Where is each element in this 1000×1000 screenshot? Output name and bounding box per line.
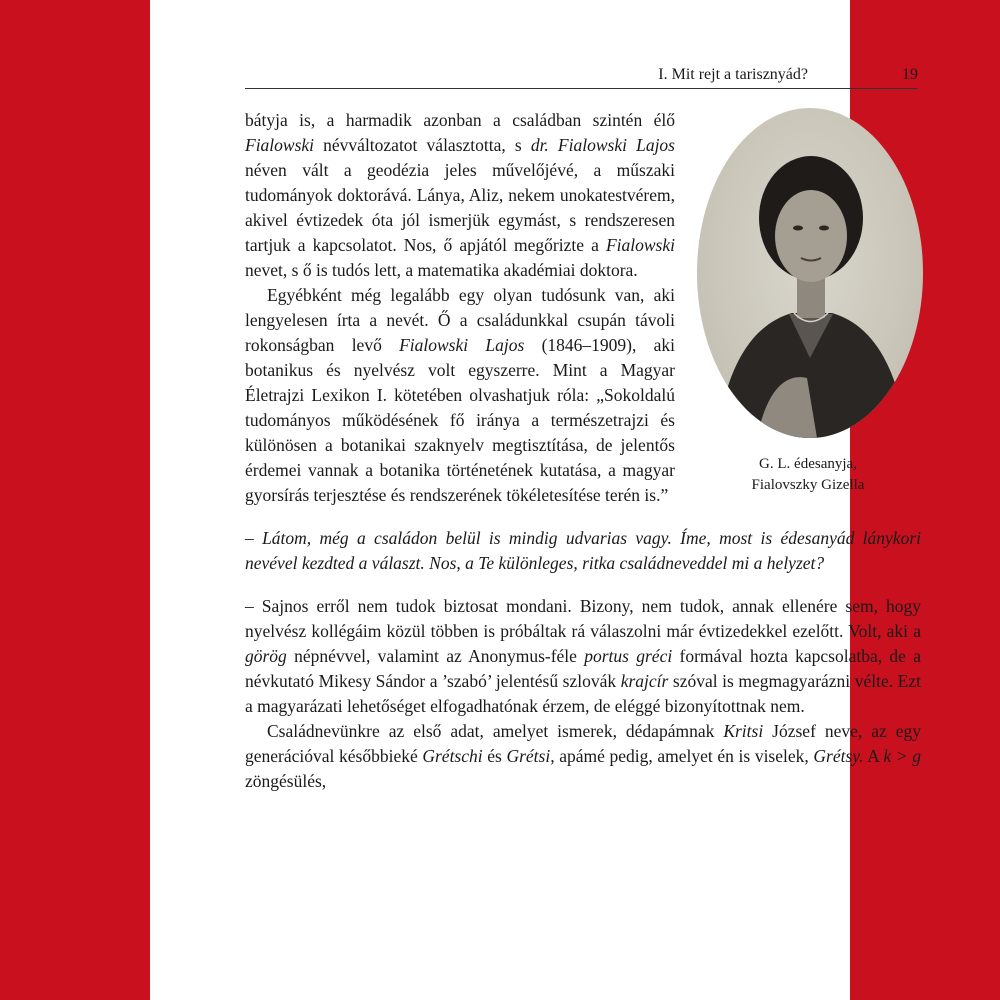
text-run: Egyébként még legalább egy olyan tudósunk van, aki lengyelesen írta a nevét. Ő a családunkkal csupán távoli rokonságban levő: [245, 285, 675, 355]
body-text: [245, 108, 921, 794]
text-run: A: [863, 746, 884, 766]
text-run: – Látom, még a családon belül is mindig udvarias vagy. Íme, most is édesanyád lánykori nevével kezdted a választ. Nos, a Te különleges, ritka családneveddel mi a helyzet?: [245, 528, 921, 573]
text-run: apámé pedig, amelyet én is viselek,: [554, 746, 814, 766]
page-number: 19: [902, 66, 918, 83]
paragraph: [245, 719, 921, 794]
text-run: nevet, s ő is tudós lett, a matematika akadémiai doktora.: [245, 260, 638, 280]
book-page: [150, 0, 921, 1000]
chapter-title: I. Mit rejt a tarisznyád?: [658, 66, 808, 83]
italic-run: k > g: [883, 746, 921, 766]
text-run: néven vált a geodézia jeles művelőjévé, a műszaki tudományok doktorává. Lánya, Aliz, nekem unokatestvérem, akivel évtizedek óta jól ismerjük egymást, s rendszeresen tartjuk a kapcsolatot. Nos, ő apjától megőrizte a: [245, 160, 675, 255]
caption-line: Fialovszky Gizella: [751, 477, 865, 493]
text-run: Családnevünkre az első adat, amelyet ismerek, dédapámnak: [267, 721, 724, 741]
text-run: szóval is megmagyarázni vélte. Ezt a magyarázati lehetőséget elfogadhatónak érzem, de eléggé bizonyítottnak nem.: [245, 671, 921, 716]
text-run: József neve, az egy generációval későbbieké: [245, 721, 921, 766]
italic-run: görög: [245, 646, 287, 666]
text-run: névváltozatot választotta, s: [314, 135, 531, 155]
italic-run: Grétsi,: [506, 746, 555, 766]
italic-run: Fialowski Lajos: [399, 335, 525, 355]
italic-run: Kritsi: [723, 721, 764, 741]
italic-run: portus gréci: [584, 646, 673, 666]
text-run: és: [482, 746, 507, 766]
portrait-figure: [695, 108, 921, 496]
italic-run: Grétschi: [422, 746, 483, 766]
portrait-photo: [697, 108, 923, 438]
text-run: (1846–1909), aki botanikus és nyelvész volt egyszerre. Mint a Magyar Életrajzi Lexikon I. kötetében olvashatjuk róla: „Sokoldalú tudományos működésének fő iránya a természetrajzi és különösen a botanikai szaknyelv megtisztítása, de jelentős érdemei vannak a botanika történetének kutatása, a magyar gyorsírás terjesztése és rendszerének tökéletesítése terén is.”: [245, 335, 675, 505]
text-run: bátyja is, a harmadik azonban a családban szintén élő: [245, 110, 675, 130]
figure-caption: [695, 454, 921, 496]
text-run: – Sajnos erről nem tudok biztosat mondani. Bizony, nem tudok, annak ellenére sem, hogy nyelvész kollégáim közül többen is próbáltak rá válaszolni már évtizedekkel ezelőtt. Volt, aki a: [245, 596, 921, 641]
text-run: zöngésülés,: [245, 771, 327, 791]
italic-run: krajcír: [620, 671, 669, 691]
running-header: [245, 64, 918, 89]
text-run: formával hozta kapcsolatba, de a névkutató Mikesy Sándor a ’szabó’ jelentésű szlovák: [245, 646, 921, 691]
italic-run: Fialowski: [605, 235, 675, 255]
italic-run: Grétsy.: [813, 746, 864, 766]
answer-paragraph: [245, 594, 921, 719]
text-run: népnévvel, valamint az Anonymus-féle: [286, 646, 585, 666]
caption-line: G. L. édesanyja,: [759, 456, 857, 472]
italic-run: Fialowski: [245, 135, 315, 155]
italic-run: dr. Fialowski Lajos: [530, 135, 675, 155]
question-paragraph: [245, 526, 921, 576]
